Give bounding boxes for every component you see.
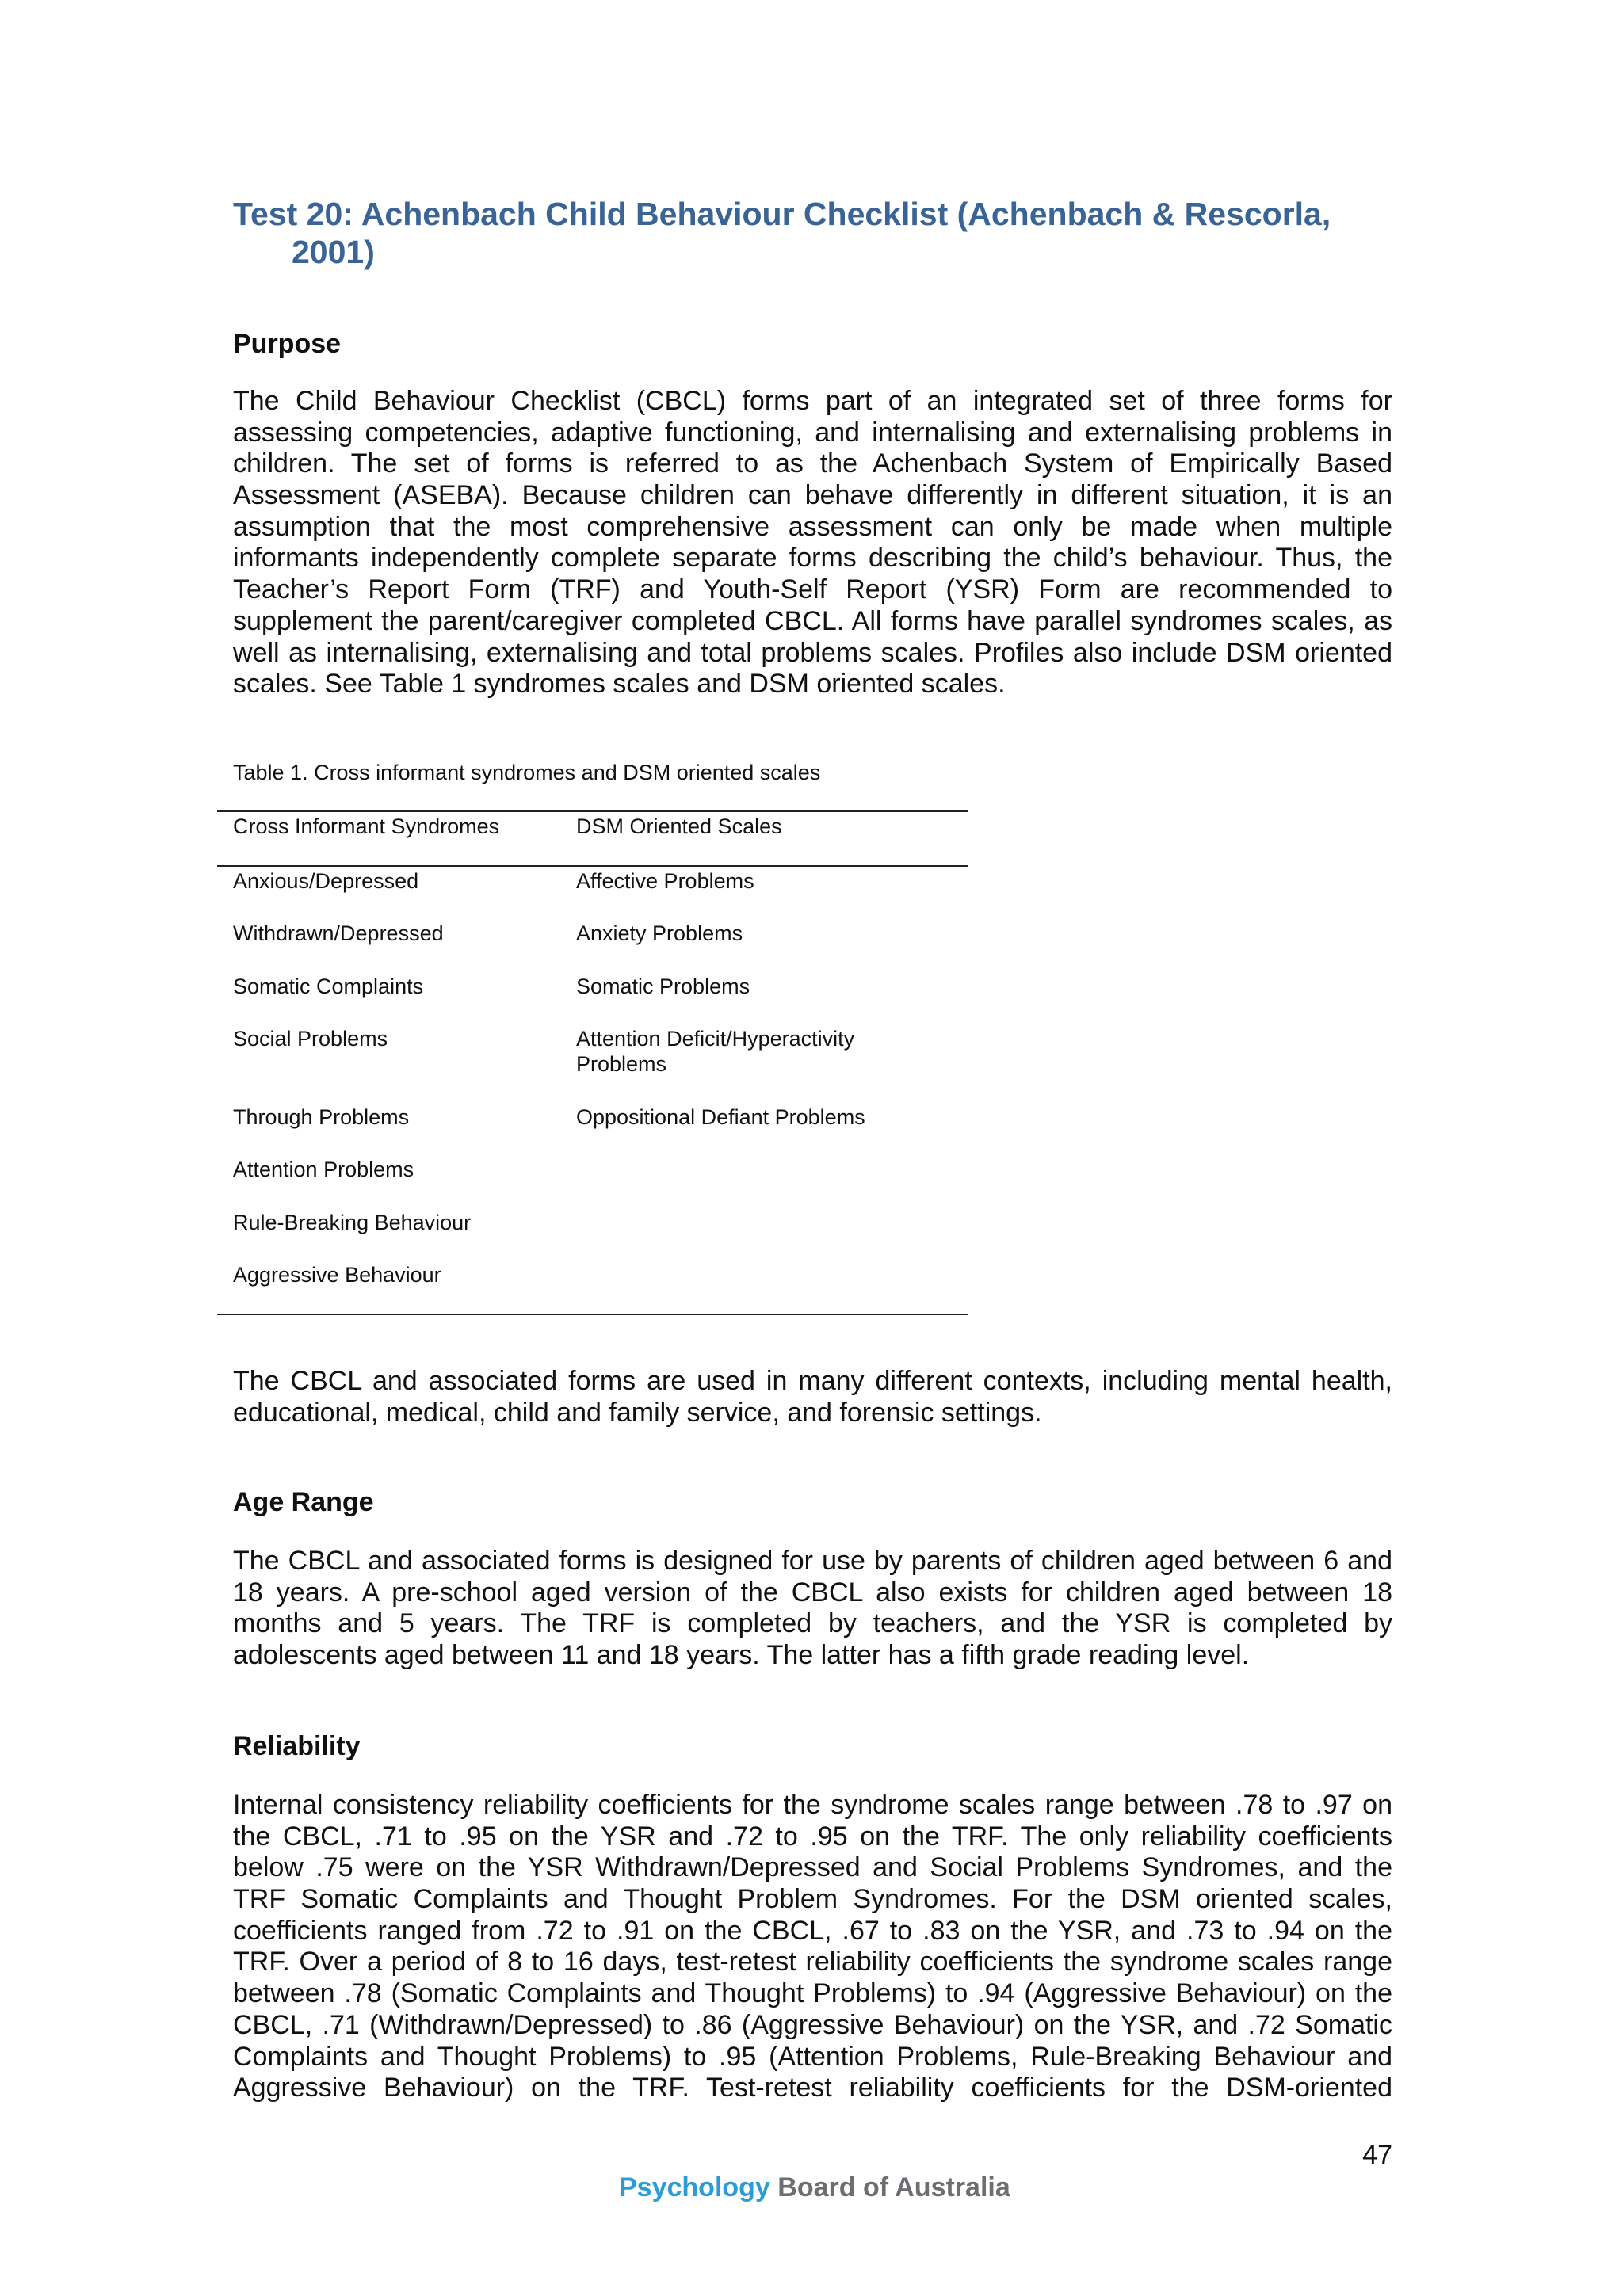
page-number: 47 [1362, 2140, 1392, 2170]
paragraph-line: below .75 were on the YSR Withdrawn/Depressed and Social Problems Syndromes, and the [233, 1852, 1392, 1883]
table-cell: Oppositional Defiant Problems [576, 1104, 865, 1129]
table-cell: Rule-Breaking Behaviour [233, 1210, 472, 1234]
table-cell: Through Problems [233, 1104, 410, 1129]
paragraph-line: CBCL, .71 (Withdrawn/Depressed) to .86 (Aggressive Behaviour) on the YSR, and .72 Somatic [233, 2009, 1392, 2040]
table-cell: Attention Deficit/Hyperactivity Problems [576, 1027, 855, 1076]
syndromes-table [217, 810, 968, 1315]
section-heading-purpose: Purpose [233, 329, 342, 359]
paragraph-line: informants independently complete separate forms describing the child’s behaviour. Thus, the [233, 543, 1392, 574]
paragraph-line: Complaints and Thought Problems) to .95 (Attention Problems, Rule-Breaking Behaviour and [233, 2041, 1392, 2072]
table-header-row [217, 812, 968, 867]
paragraph-line: Assessment (ASEBA). Because children can behave differently in different situation, it is an [233, 480, 1392, 511]
section-heading-reliability: Reliability [233, 1731, 361, 1761]
paragraph-line: The CBCL and associated forms are used in many different contexts, including mental health, [233, 1366, 1392, 1396]
page-title-line: 2001) [292, 233, 375, 270]
table-row [217, 1261, 968, 1314]
paragraph-line: Teacher’s Report Form (TRF) and Youth-Self Report (YSR) Form are recommended to [233, 574, 1392, 605]
table-row [217, 1024, 968, 1102]
table-cell: Somatic Problems [576, 974, 750, 998]
table-row [217, 1103, 968, 1156]
table-row [217, 919, 968, 972]
table-cell [576, 1211, 909, 1236]
paragraph-line: Aggressive Behaviour) on the TRF. Test-retest reliability coefficients for the DSM-oriented [233, 2073, 1392, 2103]
paragraph-line: educational, medical, child and family service, and forensic settings. [233, 1397, 1042, 1428]
table-header-cell: Cross Informant Syndromes [233, 814, 500, 838]
table-row [217, 1208, 968, 1261]
page-title [233, 196, 1331, 271]
table-cell: Attention Problems [233, 1158, 414, 1182]
page-title-line: Test 20: Achenbach Child Behaviour Checklist (Achenbach & Rescorla, [233, 196, 1331, 232]
age-range-paragraph [233, 1546, 1392, 1672]
paragraph-line: The CBCL and associated forms is designed for use by parents of children aged between 6 and [233, 1546, 1392, 1576]
table-row [217, 1155, 968, 1208]
paragraph-line: coefficients ranged from .72 to .91 on the CBCL, .67 to .83 on the YSR, and .73 to .94 on the [233, 1915, 1392, 1946]
paragraph-line: assessing competencies, adaptive functioning, and internalising and externalising problems in [233, 417, 1392, 448]
paragraph-line: The Child Behaviour Checklist (CBCL) forms part of an integrated set of three forms for [233, 386, 1392, 416]
paragraph-line: 18 years. A pre-school aged version of the CBCL also exists for children aged between 18 [233, 1577, 1392, 1608]
paragraph-line: the CBCL, .71 to .95 on the YSR and .72 to .95 on the TRF. The only reliability coefficients [233, 1821, 1392, 1852]
paragraph-line: assumption that the most comprehensive assessment can only be made when multiple [233, 511, 1392, 542]
contexts-paragraph [233, 1366, 1392, 1428]
table-header-cell: DSM Oriented Scales [576, 814, 782, 838]
purpose-paragraph [233, 386, 1392, 700]
table-cell: Withdrawn/Depressed [233, 921, 444, 946]
paragraph-line: between .78 (Somatic Complaints and Thought Problems) to .94 (Aggressive Behaviour) on the [233, 1978, 1392, 2009]
table-cell: Social Problems [233, 1027, 388, 1051]
table-cell: Aggressive Behaviour [233, 1263, 441, 1287]
paragraph-line: TRF. Over a period of 8 to 16 days, test-retest reliability coefficients the syndrome scales range [233, 1947, 1392, 1978]
paragraph-line: TRF Somatic Complaints and Thought Problem Syndromes. For the DSM oriented scales, [233, 1884, 1392, 1915]
table-cell: Somatic Complaints [233, 974, 424, 998]
table-caption: Table 1. Cross informant syndromes and DSM oriented scales [233, 761, 821, 784]
table-row [217, 867, 968, 920]
paragraph-line: well as internalising, externalising and total problems scales. Profiles also include DSM oriented [233, 637, 1392, 668]
paragraph-line: supplement the parent/caregiver completed CBCL. All forms have parallel syndromes scales, as [233, 605, 1392, 636]
paragraph-line: children. The set of forms is referred to as the Achenbach System of Empirically Based [233, 448, 1392, 479]
paragraph-line: months and 5 years. The TRF is completed by teachers, and the YSR is completed by [233, 1608, 1392, 1639]
table-cell [576, 1263, 909, 1288]
paragraph-line: scales. See Table 1 syndromes scales and DSM oriented scales. [233, 669, 1006, 700]
footer-organisation-name: Board of Australia [777, 2172, 1010, 2203]
table-row [217, 972, 968, 1025]
table-cell: Anxiety Problems [576, 921, 743, 946]
table-cell: Anxious/Depressed [233, 868, 419, 893]
reliability-paragraph [233, 1790, 1392, 2104]
footer-brand: Psychology [619, 2172, 770, 2203]
table-cell: Affective Problems [576, 868, 754, 893]
paragraph-line: Internal consistency reliability coefficients for the syndrome scales range between .78 to .97 on [233, 1790, 1392, 1820]
table-cell [576, 1158, 909, 1183]
section-heading-age-range: Age Range [233, 1487, 374, 1517]
footer-organisation [619, 2172, 1010, 2204]
paragraph-line: adolescents aged between 11 and 18 years. The latter has a fifth grade reading level. [233, 1640, 1250, 1671]
